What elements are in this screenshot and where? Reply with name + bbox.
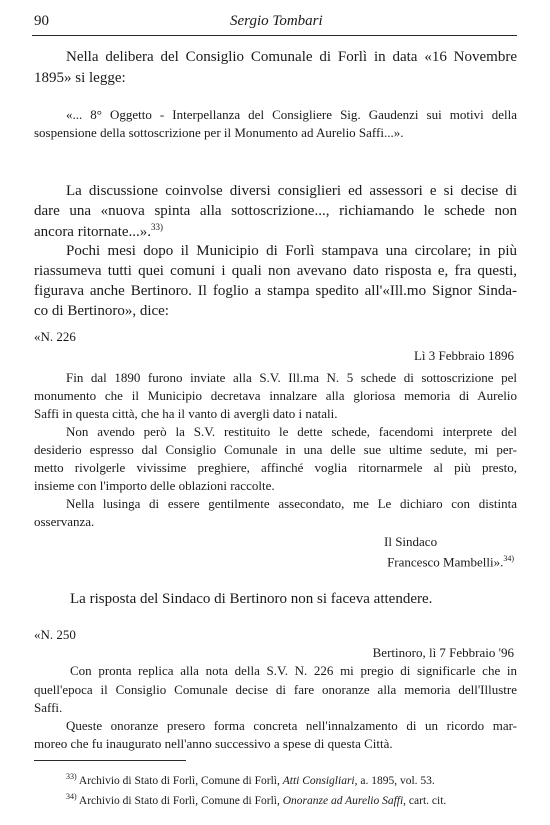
letter-line: quell'epoca il Consiglio Comunale decise di fare onoranze alla memoria dell'Illustre: [34, 682, 517, 697]
footnote-mark: 33): [66, 772, 77, 781]
letter-line: desiderio espresso dal Consiglio Comunale in una delle sue ultime sedute, mi per-: [34, 442, 517, 457]
footnote-ref: 33): [151, 222, 164, 232]
quote-line: sospensione della sottoscrizione per il Monumento ad Aurelio Saffi...».: [34, 125, 404, 140]
quote-line: «... 8° Oggetto - Interpellanza del Consigliere Sig. Gaudenzi sui motivi della: [66, 107, 517, 122]
signature-title: Il Sindaco: [384, 534, 438, 549]
running-title: Sergio Tombari: [230, 13, 323, 29]
letter-number: «N. 250: [34, 627, 76, 642]
letter-line: Con pronta replica alla nota della S.V. N. 226 mi pregio di significarle che in: [70, 663, 517, 678]
letter-line: insieme con l'importo delle oblazioni raccolte.: [34, 478, 275, 493]
paragraph-line: figurava anche Bertinoro. Il foglio a stampa spedito all'«Ill.mo Signor Sinda-: [34, 283, 517, 299]
signature-name: [387, 555, 514, 568]
paragraph-line: co di Bertinoro», dice:: [34, 303, 169, 319]
letter-line: Non avendo però la S.V. restituito le dette schede, facendomi interprete del: [66, 424, 517, 439]
footnote-tail: , a. 1895, vol. 53.: [354, 774, 435, 787]
footnote: [66, 773, 435, 787]
footnote-ref: 34): [503, 554, 514, 563]
letter-line: Queste onoranze presero forma concreta nell'innalzamento di un ricordo mar-: [66, 718, 517, 733]
letter-line: Saffi.: [34, 700, 63, 715]
footnote-text: Archivio di Stato di Forlì, Comune di Forlì,: [78, 794, 283, 807]
letter-line: Nella lusinga di essere gentilmente assecondato, me Le dichiaro con distinta: [66, 496, 517, 511]
paragraph-line: 1895» si legge:: [34, 70, 126, 86]
letter-number: «N. 226: [34, 329, 76, 344]
letter-line: moreo che fu inaugurato nell'anno successivo a spese di questa Città.: [34, 736, 393, 751]
letter-date: Lì 3 Febbraio 1896: [413, 348, 514, 363]
paragraph-line: dare una «nuova spinta alla sottoscrizione..., richiamando le schede non: [34, 203, 517, 219]
letter-line: osservanza.: [34, 514, 95, 529]
letter-line: monumento che il Municipio decretava innalzare alla gloriosa memoria di Aurelio: [34, 388, 517, 403]
footnote: [66, 793, 446, 807]
footnote-title: Atti Consigliari: [282, 774, 355, 787]
page-number: 90: [34, 13, 49, 29]
paragraph-line: Pochi mesi dopo il Municipio di Forlì stampava una circolare; in più: [66, 243, 517, 259]
footnote-title: Onoranze ad Aurelio Saffi: [282, 794, 404, 807]
letter-date: Bertinoro, lì 7 Febbraio '96: [372, 645, 514, 660]
footnote-tail: , cart. cit.: [403, 794, 447, 807]
paragraph-line: La discussione coinvolse diversi consiglieri ed assessori e si decise di: [66, 183, 517, 199]
letter-line: Saffi in questa città, che ha il vanto di avergli dato i natali.: [34, 406, 338, 421]
footnote-mark: 34): [66, 792, 77, 801]
signature-text: Francesco Mambelli».: [387, 554, 504, 570]
paragraph-line: [34, 223, 163, 240]
letter-line: Fin dal 1890 furono inviate alla S.V. Ill.ma N. 5 schede di sottoscrizione pel: [66, 370, 517, 385]
header-rule: [32, 35, 517, 36]
letter-line: metto rivolgerle vivissime preghiere, affinché voglia ritornarmele al più presto,: [34, 460, 517, 475]
paragraph-line: riassumeva tutti quei comuni i quali non avevano dato risposta e, fra questi,: [34, 263, 517, 279]
paragraph-line: Nella delibera del Consiglio Comunale di Forlì in data «16 Novembre: [66, 49, 517, 65]
footnote-text: Archivio di Stato di Forlì, Comune di Forlì,: [78, 774, 283, 787]
footnote-rule: [34, 760, 186, 761]
paragraph-text: ancora ritornate...».: [34, 224, 152, 240]
paragraph-line: La risposta del Sindaco di Bertinoro non si faceva attendere.: [70, 591, 433, 607]
